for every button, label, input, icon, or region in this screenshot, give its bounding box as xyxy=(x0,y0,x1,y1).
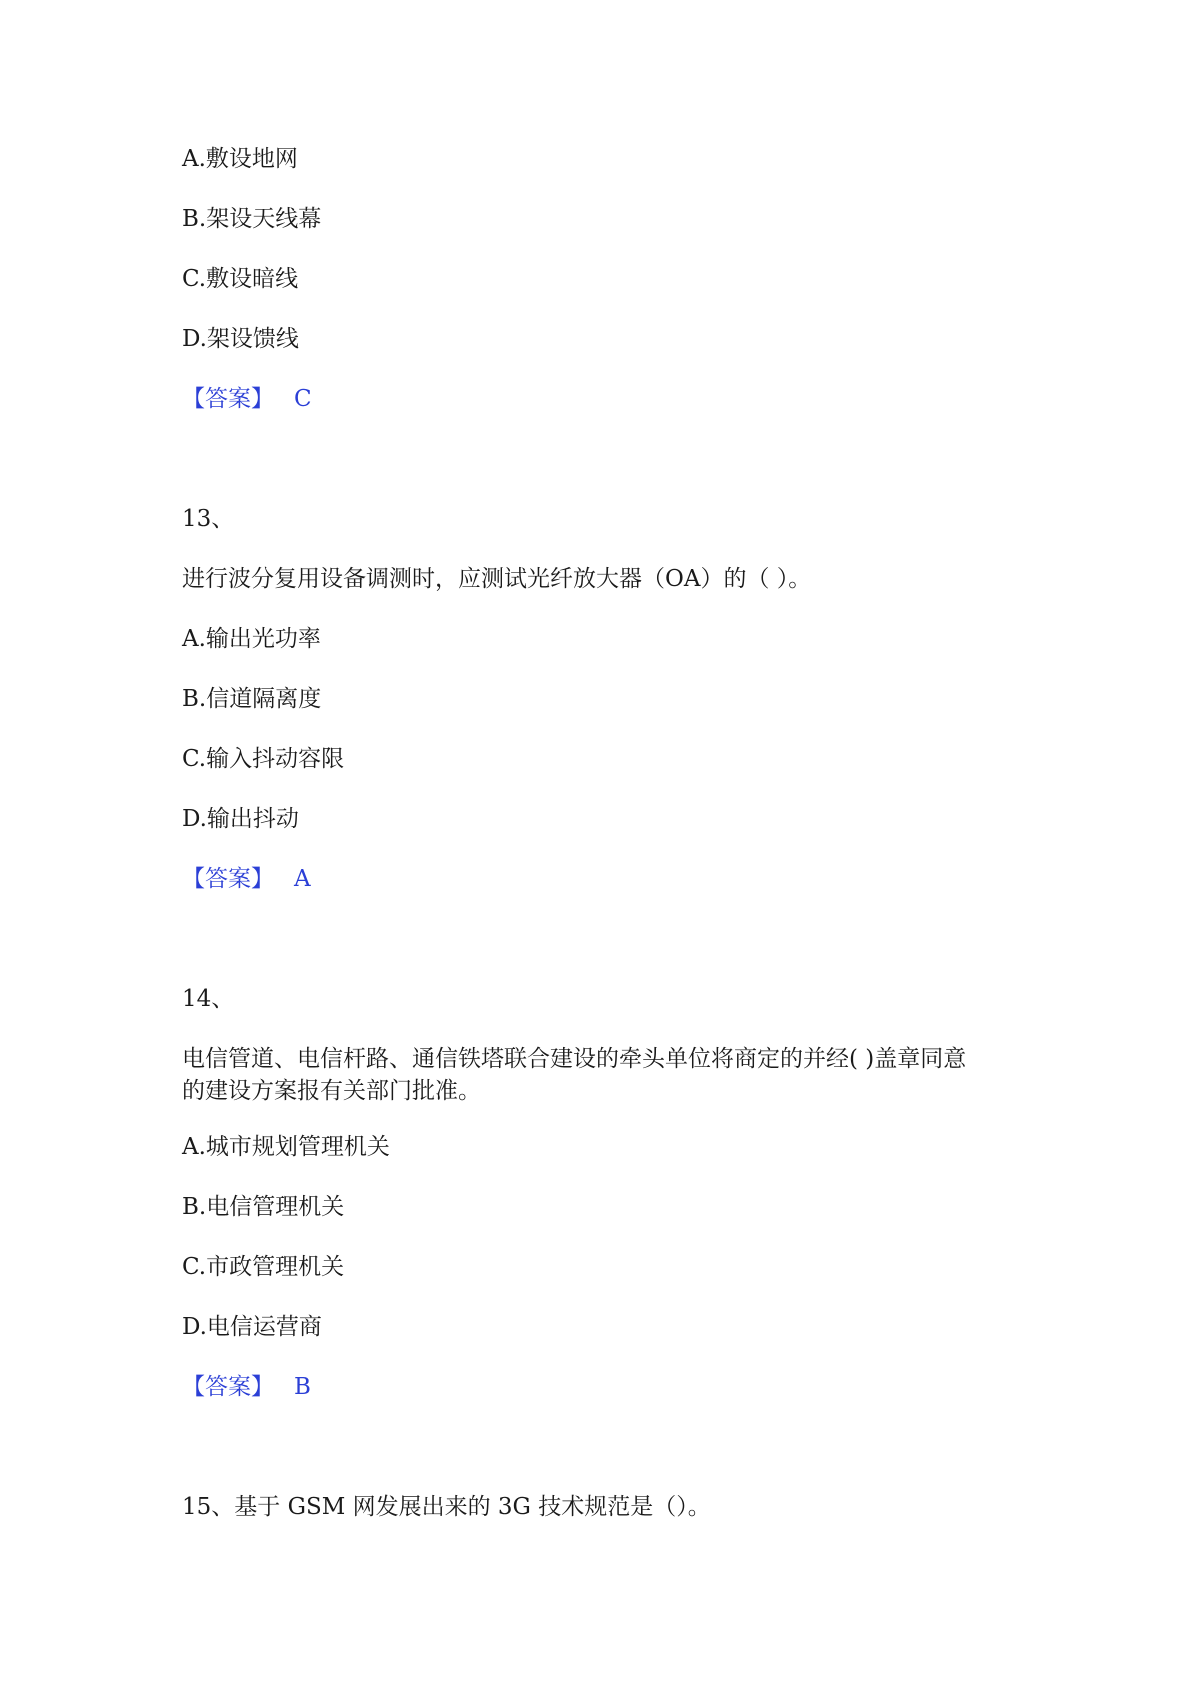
q13-option-b: B.信道隔离度 xyxy=(182,686,322,712)
q13-answer-label: 【答案】 xyxy=(182,866,274,892)
q15-stem: 15、基于 GSM 网发展出来的 3G 技术规范是（）。 xyxy=(182,1494,711,1520)
q13-answer xyxy=(182,863,311,895)
q14-option-d: D.电信运营商 xyxy=(182,1314,322,1340)
q13-number: 13、 xyxy=(182,506,235,532)
q13-option-c: C.输入抖动容限 xyxy=(182,746,345,772)
q13-option-d: D.输出抖动 xyxy=(182,806,299,832)
q14-option-b: B.电信管理机关 xyxy=(182,1194,345,1220)
q13-stem: 进行波分复用设备调测时，应测试光纤放大器（OA）的（ ）。 xyxy=(182,566,812,592)
q14-stem-line-2: 的建设方案报有关部门批准。 xyxy=(182,1078,481,1104)
q14-option-c: C.市政管理机关 xyxy=(182,1254,345,1280)
q12-answer-value: C xyxy=(294,386,312,412)
q13-answer-value: A xyxy=(294,866,311,892)
q12-answer xyxy=(182,383,312,415)
q12-option-b: B.架设天线幕 xyxy=(182,206,322,232)
q12-option-d: D.架设馈线 xyxy=(182,326,299,352)
q12-option-c: C.敷设暗线 xyxy=(182,266,299,292)
q12-answer-label: 【答案】 xyxy=(182,386,274,412)
q14-stem-line-1: 电信管道、电信杆路、通信铁塔联合建设的牵头单位将商定的并经( )盖章同意 xyxy=(182,1046,967,1072)
q14-number: 14、 xyxy=(182,986,235,1012)
q14-option-a: A.城市规划管理机关 xyxy=(182,1134,390,1160)
q13-option-a: A.输出光功率 xyxy=(182,626,321,652)
q14-answer xyxy=(182,1371,311,1403)
q14-answer-label: 【答案】 xyxy=(182,1374,274,1400)
q14-answer-value: B xyxy=(294,1374,311,1400)
q12-option-a: A.敷设地网 xyxy=(182,146,298,172)
